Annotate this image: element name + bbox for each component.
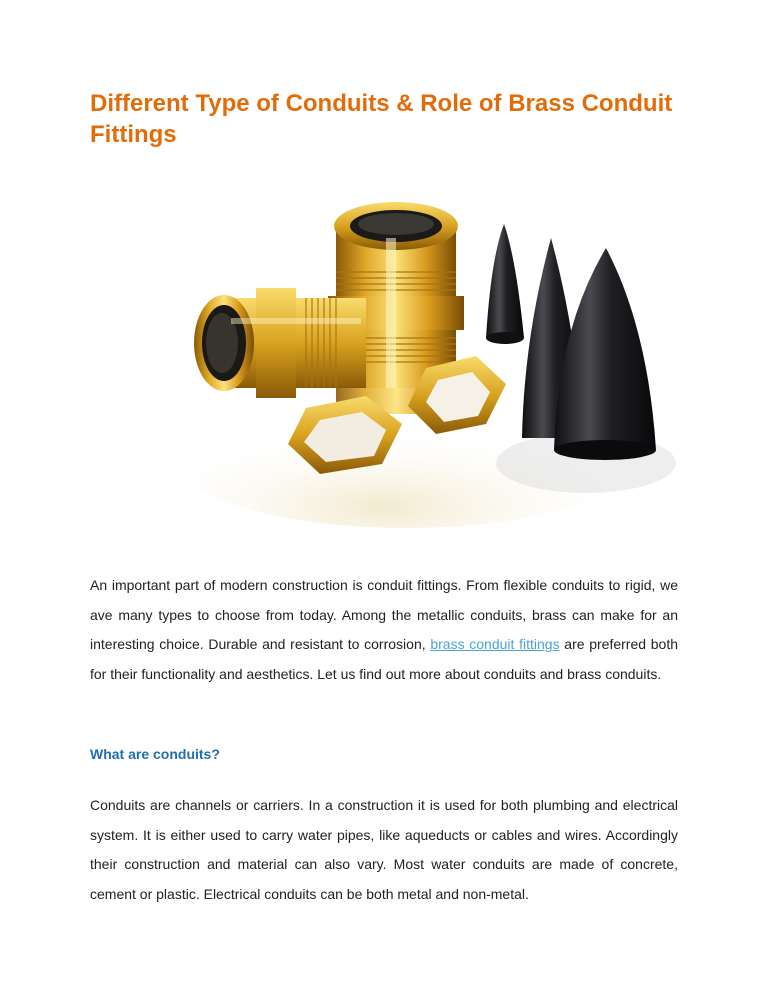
section-heading: What are conduits? xyxy=(90,746,220,762)
page-title: Different Type of Conduits & Role of Brass Conduit Fittings xyxy=(90,90,673,148)
conduits-paragraph: Conduits are channels or carriers. In a construction it is used for both plumbing and electrical system. It is either used to carry water pipes, like aqueducts or cables and wires. Accordingly their construction and material can also vary. Most water conduits are made of concrete, cement or plastic. Electrical conduits can be both metal and non-metal. xyxy=(90,797,678,902)
intro-paragraph xyxy=(90,571,678,689)
intro-text-before-link: An important part of modern construction is conduit fittings. From flexible conduits to rigid, we ave many types to choose from today. Among the metallic conduits, brass can make for an interesting choice. Durable and resistant to corrosion, xyxy=(90,577,678,652)
brass-conduit-fittings-link[interactable]: brass conduit fittings xyxy=(430,636,560,652)
brass-fittings-photo xyxy=(186,188,686,528)
intro-text-after-link: are preferred both for their functionality and aesthetics. Let us find out more about conduits and brass conduits. xyxy=(90,636,678,682)
